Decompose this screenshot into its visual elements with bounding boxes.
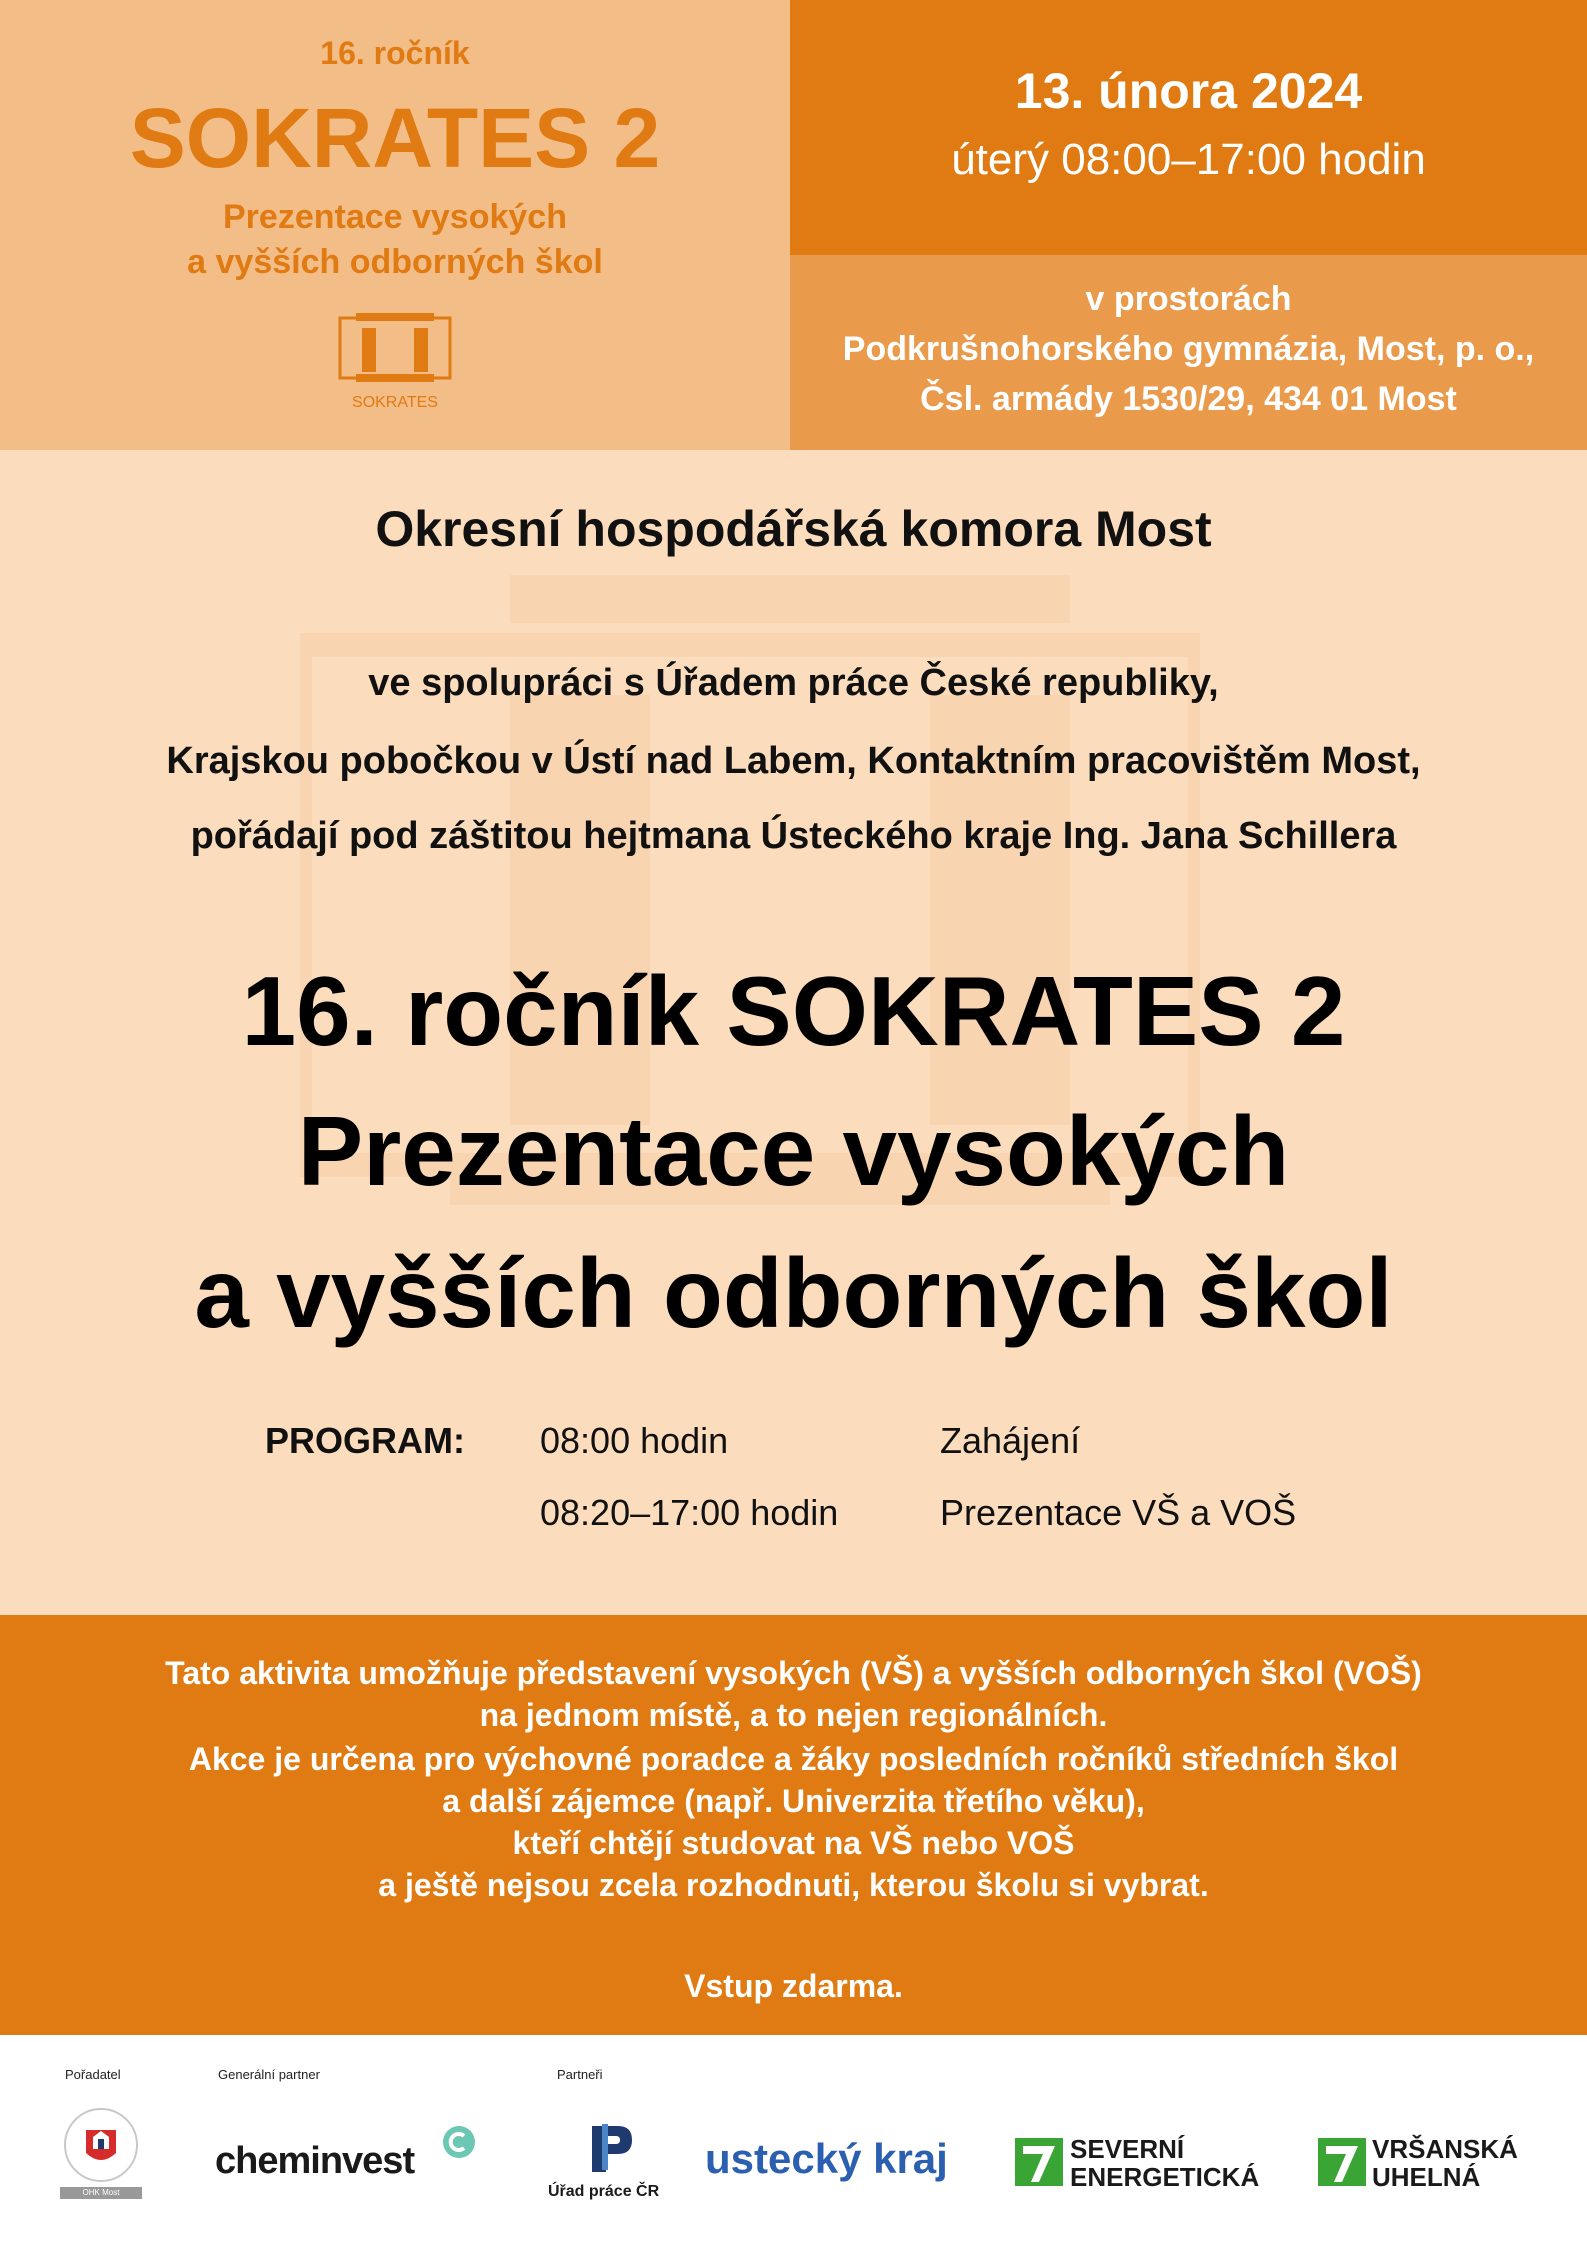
info-line: Akce je určena pro výchovné poradce a žáky posledních ročníků středních škol (188, 1741, 1399, 1777)
ohk-caption-bar (60, 2187, 142, 2199)
header-subtitle-line2: a vyšších odborných škol (187, 243, 603, 281)
venue-line1: v prostorách (1085, 280, 1292, 318)
program-time: 08:20–17:00 hodin (540, 1492, 839, 1533)
coop-line3: pořádají pod záštitou hejtmana Ústeckého kraje Ing. Jana Schillera (190, 815, 1397, 857)
info-line: a ještě nejsou zcela rozhodnuti, kterou školu si vybrat. (378, 1867, 1209, 1903)
program-row (265, 1420, 1365, 1480)
ustecky-kraj-logo: ustecký kraj (705, 2135, 948, 2182)
info-band (0, 1615, 1587, 2035)
venue-line2: Podkrušnohorského gymnázia, Most, p. o., (842, 330, 1535, 368)
vrsanska-uhelna-icon (1318, 2138, 1366, 2186)
program-time: 08:00 hodin (540, 1420, 729, 1461)
venue-line3: Čsl. armády 1530/29, 434 01 Most (920, 380, 1457, 418)
headline-line1: 16. ročník SOKRATES 2 (241, 956, 1346, 1066)
urad-prace-caption: Úřad práce ČR (548, 2183, 660, 2200)
header-venue-panel (790, 255, 1587, 450)
partners-footer (0, 2035, 1587, 2245)
header-edition: 16. ročník (320, 35, 470, 71)
ohk-most-logo (58, 2105, 144, 2191)
severni-energeticka-line1: SEVERNÍ (1070, 2134, 1185, 2164)
sokrates-logo-text: SOKRATES (352, 394, 438, 411)
label-partners: Partneři (557, 2067, 603, 2082)
headline-line3: a vyšších odborných škol (194, 1238, 1393, 1348)
cheminvest-logo: cheminvest (215, 2140, 415, 2182)
header-subtitle-line1: Prezentace vysokých (223, 198, 567, 236)
vrsanska-uhelna-line1: VRŠANSKÁ (1372, 2134, 1518, 2164)
event-time: úterý 08:00–17:00 hodin (951, 135, 1426, 184)
coop-line1: ve spolupráci s Úřadem práce České republiky, (368, 662, 1219, 704)
headline-line2: Prezentace vysokých (297, 1096, 1290, 1206)
program-row (265, 1492, 1365, 1552)
entry-free: Vstup zdarma. (684, 1968, 903, 2004)
info-line: na jednom místě, a to nejen regionálních. (479, 1697, 1108, 1733)
vrsanska-uhelna-line2: UHELNÁ (1372, 2162, 1481, 2192)
info-line: Tato aktivita umožňuje představení vysokých (VŠ) a vyšších odborných škol (VOŠ) (165, 1655, 1422, 1691)
urad-prace-logo (582, 2120, 638, 2176)
info-line: a další zájemce (např. Univerzita třetího věku), (442, 1783, 1145, 1819)
info-line: kteří chtějí studovat na VŠ nebo VOŠ (512, 1825, 1075, 1861)
program-item: Zahájení (940, 1420, 1081, 1461)
program-item: Prezentace VŠ a VOŠ (940, 1492, 1297, 1533)
organizer: Okresní hospodářská komora Most (375, 501, 1212, 557)
ohk-caption: OHK Most (82, 2188, 120, 2197)
severni-energeticka-line2: ENERGETICKÁ (1070, 2162, 1260, 2192)
program-label: PROGRAM: (265, 1420, 465, 1461)
severni-energeticka-icon (1015, 2138, 1063, 2186)
label-general-partner: Generální partner (218, 2067, 320, 2082)
coop-line2: Krajskou pobočkou v Ústí nad Labem, Kontaktním pracovištěm Most, (166, 740, 1421, 782)
cheminvest-c-icon (442, 2125, 476, 2159)
header-date-panel (790, 0, 1587, 255)
event-date: 13. února 2024 (1014, 63, 1363, 119)
program-table (265, 1420, 1365, 1560)
label-organizer: Pořadatel (65, 2067, 121, 2082)
header-left-panel (0, 0, 790, 450)
header-title: SOKRATES 2 (129, 91, 661, 185)
